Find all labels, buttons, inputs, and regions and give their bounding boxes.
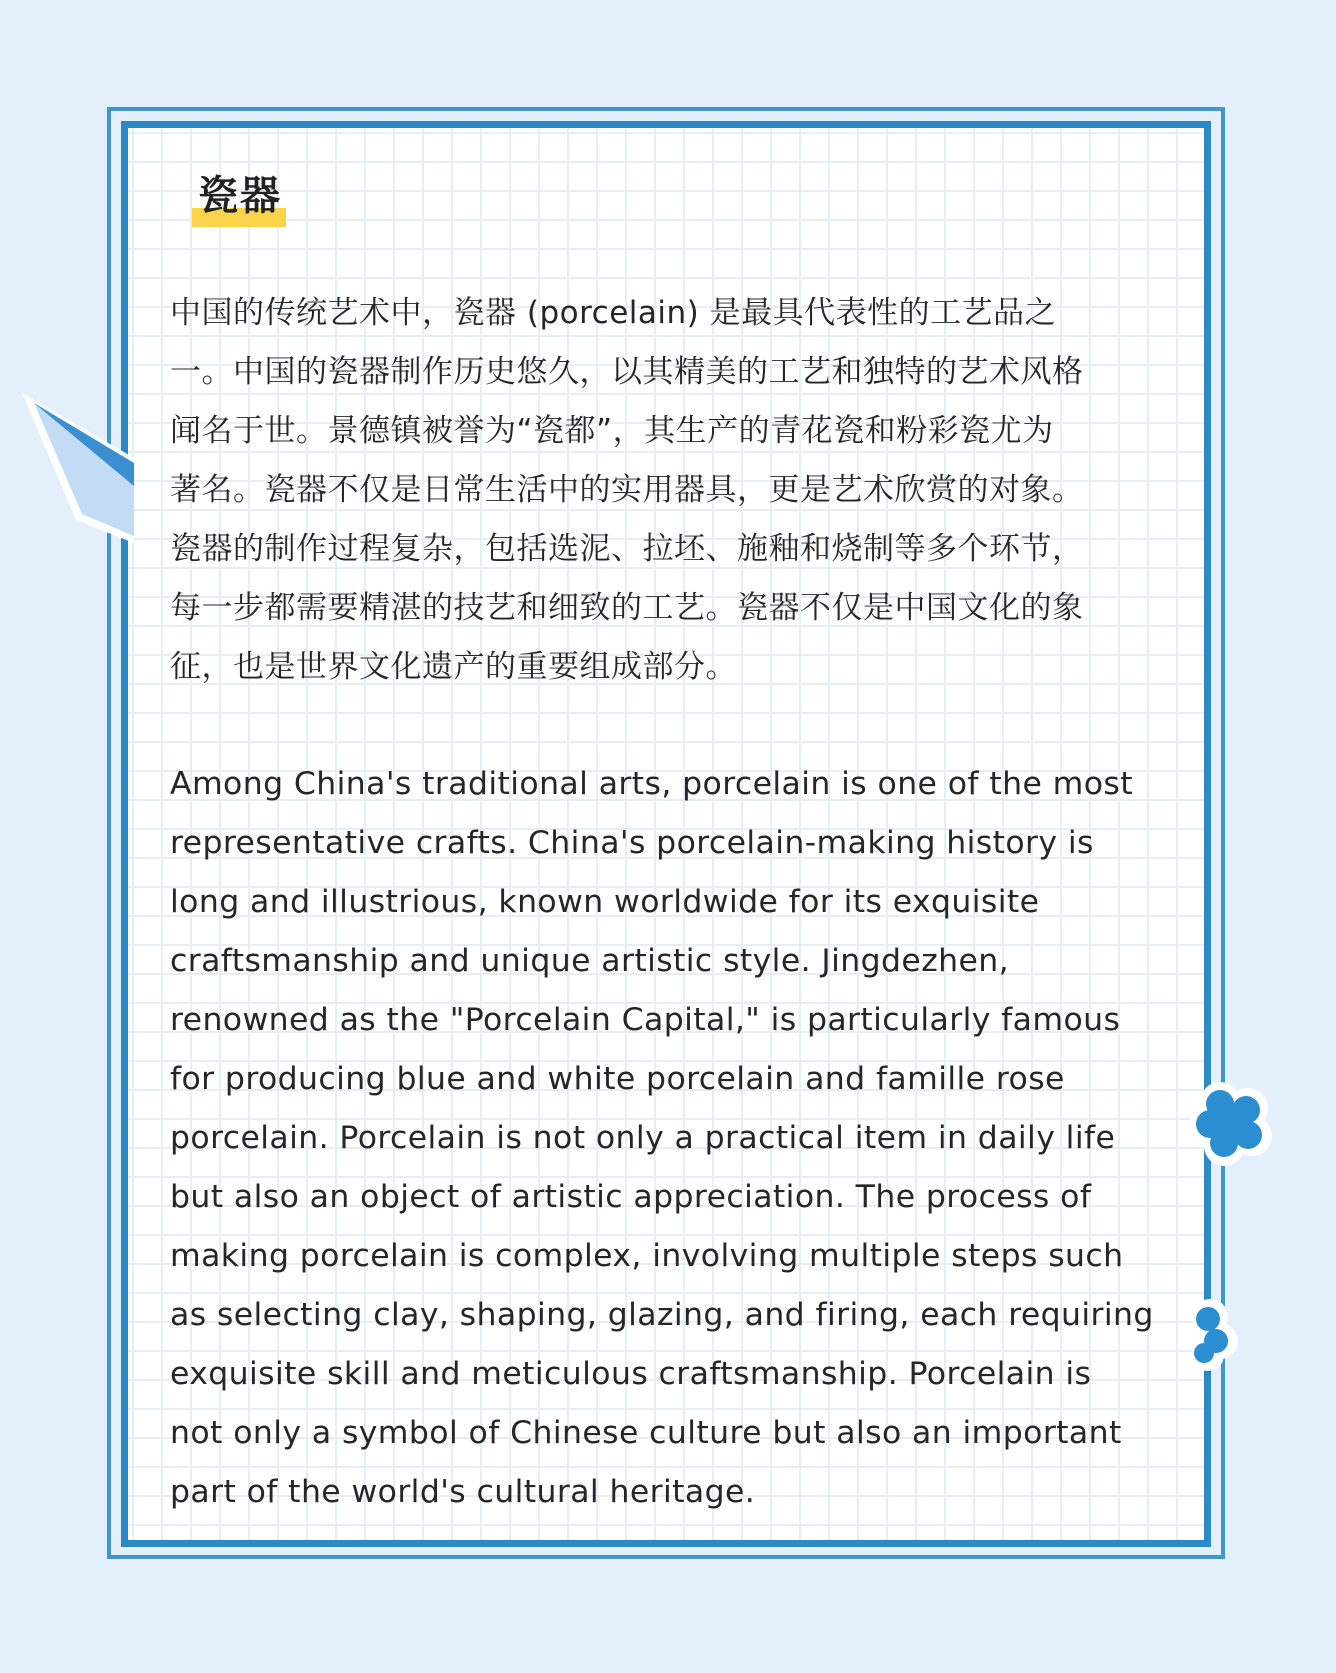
text-line: 瓷器的制作过程复杂，包括选泥、拉坯、施釉和烧制等多个环节， <box>170 531 1084 567</box>
chinese-paragraph <box>170 284 1190 697</box>
text-line: renowned as the "Porcelain Capital," is particularly famous <box>170 1002 1121 1038</box>
english-paragraph <box>170 755 1190 1522</box>
text-line: Among China's traditional arts, porcelain is one of the most <box>170 766 1133 802</box>
flower-icon <box>1190 1080 1280 1170</box>
text-line: porcelain. Porcelain is not only a practical item in daily life <box>170 1120 1116 1156</box>
text-line: 著名。瓷器不仅是日常生活中的实用器具，更是艺术欣赏的对象。 <box>170 472 1084 508</box>
text-line: 闻名于世。景德镇被誉为“瓷都”，其生产的青花瓷和粉彩瓷尤为 <box>170 413 1054 449</box>
text-line: part of the world's cultural heritage. <box>170 1474 756 1510</box>
text-line: exquisite skill and meticulous craftsmanship. Porcelain is <box>170 1356 1092 1392</box>
text-line: 中国的传统艺术中，瓷器 (porcelain) 是最具代表性的工艺品之 <box>170 295 1057 331</box>
text-line: not only a symbol of Chinese culture but also an important <box>170 1415 1122 1451</box>
paper-plane-icon <box>14 388 134 588</box>
title-block <box>192 168 282 232</box>
text-line: for producing blue and white porcelain and famille rose <box>170 1061 1065 1097</box>
text-line: 一。中国的瓷器制作历史悠久，以其精美的工艺和独特的艺术风格 <box>170 354 1084 390</box>
text-line: representative crafts. China's porcelain-making history is <box>170 825 1094 861</box>
text-line: making porcelain is complex, involving multiple steps such <box>170 1238 1124 1274</box>
text-line: but also an object of artistic appreciation. The process of <box>170 1179 1092 1215</box>
text-line: long and illustrious, known worldwide for its exquisite <box>170 884 1040 920</box>
text-line: 征，也是世界文化遗产的重要组成部分。 <box>170 649 737 685</box>
text-line: 每一步都需要精湛的技艺和细致的工艺。瓷器不仅是中国文化的象 <box>170 590 1084 626</box>
page-title: 瓷器 <box>198 173 282 219</box>
text-line: as selecting clay, shaping, glazing, and firing, each requiring <box>170 1297 1154 1333</box>
text-line: craftsmanship and unique artistic style. Jingdezhen, <box>170 943 1010 979</box>
flower-icon <box>1190 1295 1250 1375</box>
